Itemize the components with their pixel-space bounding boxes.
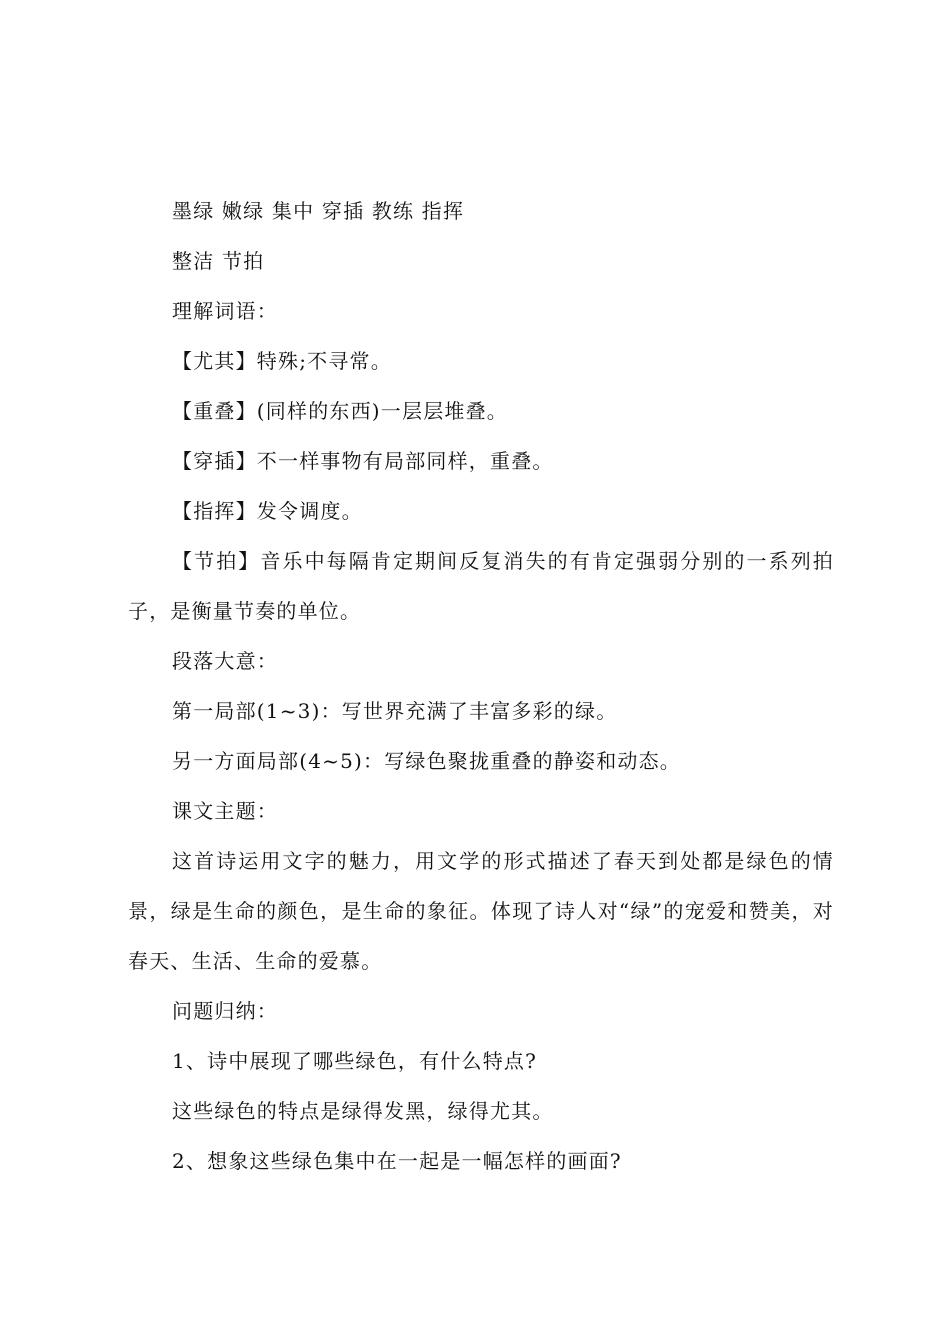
vocab-line-2: 整洁 节拍 — [172, 249, 265, 273]
answer-1: 这些绿色的特点是绿得发黑，绿得尤其。 — [172, 1099, 554, 1123]
section-heading-theme: 课文主题： — [172, 799, 278, 823]
section-heading-vocabulary: 理解词语： — [172, 299, 278, 323]
question-2: 2、想象这些绿色集中在一起是一幅怎样的画面? — [172, 1149, 622, 1173]
section-heading-paragraph-summary: 段落大意： — [172, 649, 278, 673]
theme-text: 这首诗运用文字的魅力，用文学的形式描述了春天到处都是绿色的情景，绿是生命的颜色，是生命的象征。体现了诗人对“绿”的宠爱和赞美，对春天、生活、生命的爱慕。 — [128, 849, 834, 973]
question-1: 1、诗中展现了哪些绿色，有什么特点? — [172, 1049, 538, 1073]
definition-zhihui: 【指挥】发令调度。 — [172, 499, 363, 523]
summary-part-1: 第一局部(1~3)：写世界充满了丰富多彩的绿。 — [172, 699, 618, 723]
definition-jiepai: 【节拍】音乐中每隔肯定期间反复消失的有肯定强弱分别的一系列拍子，是衡量节奏的单位。 — [128, 549, 834, 623]
section-heading-questions: 问题归纳： — [172, 999, 278, 1023]
definition-youqi: 【尤其】特殊;不寻常。 — [172, 349, 392, 373]
vocab-line-1: 墨绿 嫩绿 集中 穿插 教练 指挥 — [172, 199, 465, 223]
definition-chongdie: 【重叠】(同样的东西)一层层堆叠。 — [172, 399, 509, 423]
summary-part-2: 另一方面局部(4~5)：写绿色聚拢重叠的静姿和动态。 — [172, 749, 682, 773]
document-page — [128, 186, 834, 1186]
definition-chuancha: 【穿插】不一样事物有局部同样，重叠。 — [172, 449, 554, 473]
